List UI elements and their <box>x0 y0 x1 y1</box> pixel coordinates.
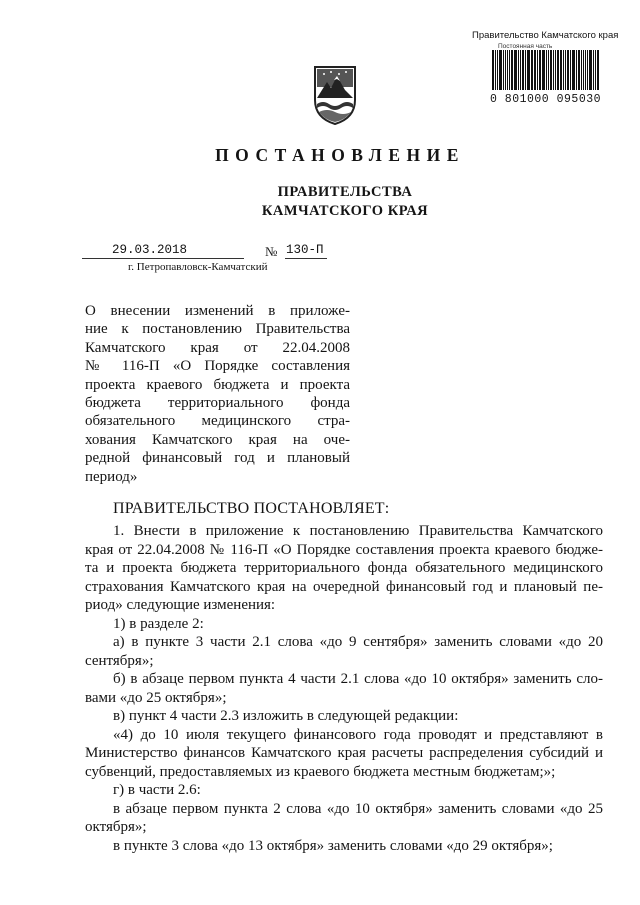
subject-line: обязательного медицинского стра- <box>85 413 350 430</box>
body-line: 1. Внести в приложение к постановлению Правительства Камчатского <box>113 523 603 539</box>
barcode-organization: Правительство Камчатского края <box>472 30 619 41</box>
body-line: г) в части 2.6: <box>113 782 201 798</box>
barcode-bar <box>503 50 504 90</box>
issuer-line-1: ПРАВИТЕЛЬСТВА <box>277 184 413 200</box>
subject-line: хования Камчатского края на оче- <box>85 431 350 448</box>
barcode-bar <box>546 50 547 90</box>
document-number: 130-П <box>286 243 324 257</box>
body-line: та и проекта бюджета территориального фонда обязательного медицинского <box>85 560 603 576</box>
barcode-part-label: Постоянная часть <box>498 43 553 50</box>
barcode-bar <box>522 50 524 90</box>
barcode-bar <box>505 50 507 90</box>
body-line: в) пункт 4 части 2.3 изложить в следующей редакции: <box>113 708 459 724</box>
body-line: а) в пункте 3 части 2.1 слова «до 9 сентября» заменить словами «до 20 <box>113 634 603 650</box>
number-underline <box>285 258 327 259</box>
barcode-bar <box>565 50 566 90</box>
barcode-bar <box>539 50 541 90</box>
body-line: края от 22.04.2008 № 116-П «О Порядке составления проекта краевого бюдже- <box>85 541 603 558</box>
document-city: г. Петропавловск-Камчатский <box>128 261 268 273</box>
barcode-bar <box>587 50 588 90</box>
body-line: страхования Камчатского края на очередной финансовый год и плановый пе- <box>85 578 603 595</box>
barcode-bar <box>518 50 519 90</box>
document-type-title: ПОСТАНОВЛЕНИЕ <box>215 145 465 165</box>
issuer-block <box>250 183 440 221</box>
subject-line: бюджета территориального фонда <box>85 394 350 411</box>
barcode-bar <box>499 50 502 90</box>
body-line: субвенций, предоставляемых из краевого бюджета местным бюджетам;»; <box>85 763 556 780</box>
number-sign: № <box>265 244 278 259</box>
barcode-bar <box>560 50 562 90</box>
barcode-bar <box>553 50 554 90</box>
barcode-bar <box>520 50 521 90</box>
barcode-bar <box>593 50 594 90</box>
barcode-bar <box>572 50 575 90</box>
subject-line: ние к постановлению Правительства <box>85 321 350 338</box>
barcode-bar <box>507 50 508 90</box>
barcode-bar <box>531 50 532 90</box>
barcode-bar <box>597 50 599 90</box>
barcode-digits: 0 801000 095030 <box>490 93 602 106</box>
body-line: в абзаце первом пункта 2 слова «до 10 октября» заменить словами «до 25 <box>113 800 603 817</box>
body-line: в пункте 3 слова «до 13 октября» заменить словами «до 29 октября»; <box>113 837 553 854</box>
body-line: октября»; <box>85 819 147 835</box>
subject-line: период» <box>85 468 138 485</box>
barcode-bar <box>525 50 526 90</box>
body-line: сентября»; <box>85 652 154 669</box>
issuer-line-2: КАМЧАТСКОГО КРАЯ <box>261 203 429 219</box>
document-date: 29.03.2018 <box>112 243 188 257</box>
barcode-bar <box>576 50 577 90</box>
resolves-heading: ПРАВИТЕЛЬСТВО ПОСТАНОВЛЯЕТ: <box>113 500 390 517</box>
barcode-bar <box>550 50 552 90</box>
barcode-bar <box>511 50 513 90</box>
barcode-bar <box>555 50 556 90</box>
kamchatka-coat-of-arms-icon <box>311 64 359 126</box>
barcode-bar <box>563 50 564 90</box>
barcode-bar <box>585 50 587 90</box>
subject-line: редной финансовый год и плановый <box>85 450 350 467</box>
barcode-bar <box>542 50 545 90</box>
body-line: «4) до 10 июля текущего финансового года проводят и представляют в <box>113 726 603 743</box>
barcode-bar <box>583 50 584 90</box>
barcode-bar <box>532 50 533 90</box>
barcode-bar <box>497 50 498 90</box>
barcode-icon <box>492 50 600 90</box>
barcode-bar <box>557 50 560 90</box>
barcode-bar <box>589 50 592 90</box>
barcode-bar <box>492 50 494 90</box>
body-line: Министерство финансов Камчатского края расчеты распределения субсидий и <box>85 745 603 761</box>
barcode-bar <box>534 50 536 90</box>
barcode-bar <box>527 50 530 90</box>
barcode-bar <box>495 50 496 90</box>
subject-line: Камчатского края от 22.04.2008 <box>85 339 350 356</box>
subject-line: № 116-П «О Порядке составления <box>85 358 350 375</box>
barcode-bar <box>581 50 582 90</box>
barcode-bar <box>537 50 538 90</box>
barcode-bar <box>570 50 571 90</box>
barcode-bar <box>595 50 596 90</box>
barcode-bar <box>509 50 510 90</box>
body-line: вами «до 25 октября»; <box>85 689 227 706</box>
body-line: риод» следующие изменения: <box>85 597 276 613</box>
barcode-bar <box>548 50 549 90</box>
subject-line: О внесении изменений в приложе- <box>85 303 350 319</box>
barcode-bar <box>578 50 580 90</box>
barcode-bar <box>567 50 569 90</box>
document-subject <box>85 302 350 486</box>
body-line: б) в абзаце первом пункта 4 части 2.1 слова «до 10 октября» заменить сло- <box>113 671 603 687</box>
body-line: 1) в разделе 2: <box>113 615 204 632</box>
date-underline <box>82 258 244 259</box>
barcode-bar <box>514 50 517 90</box>
document-body <box>85 522 603 855</box>
subject-line: проекта краевого бюджета и проекта <box>85 376 350 393</box>
